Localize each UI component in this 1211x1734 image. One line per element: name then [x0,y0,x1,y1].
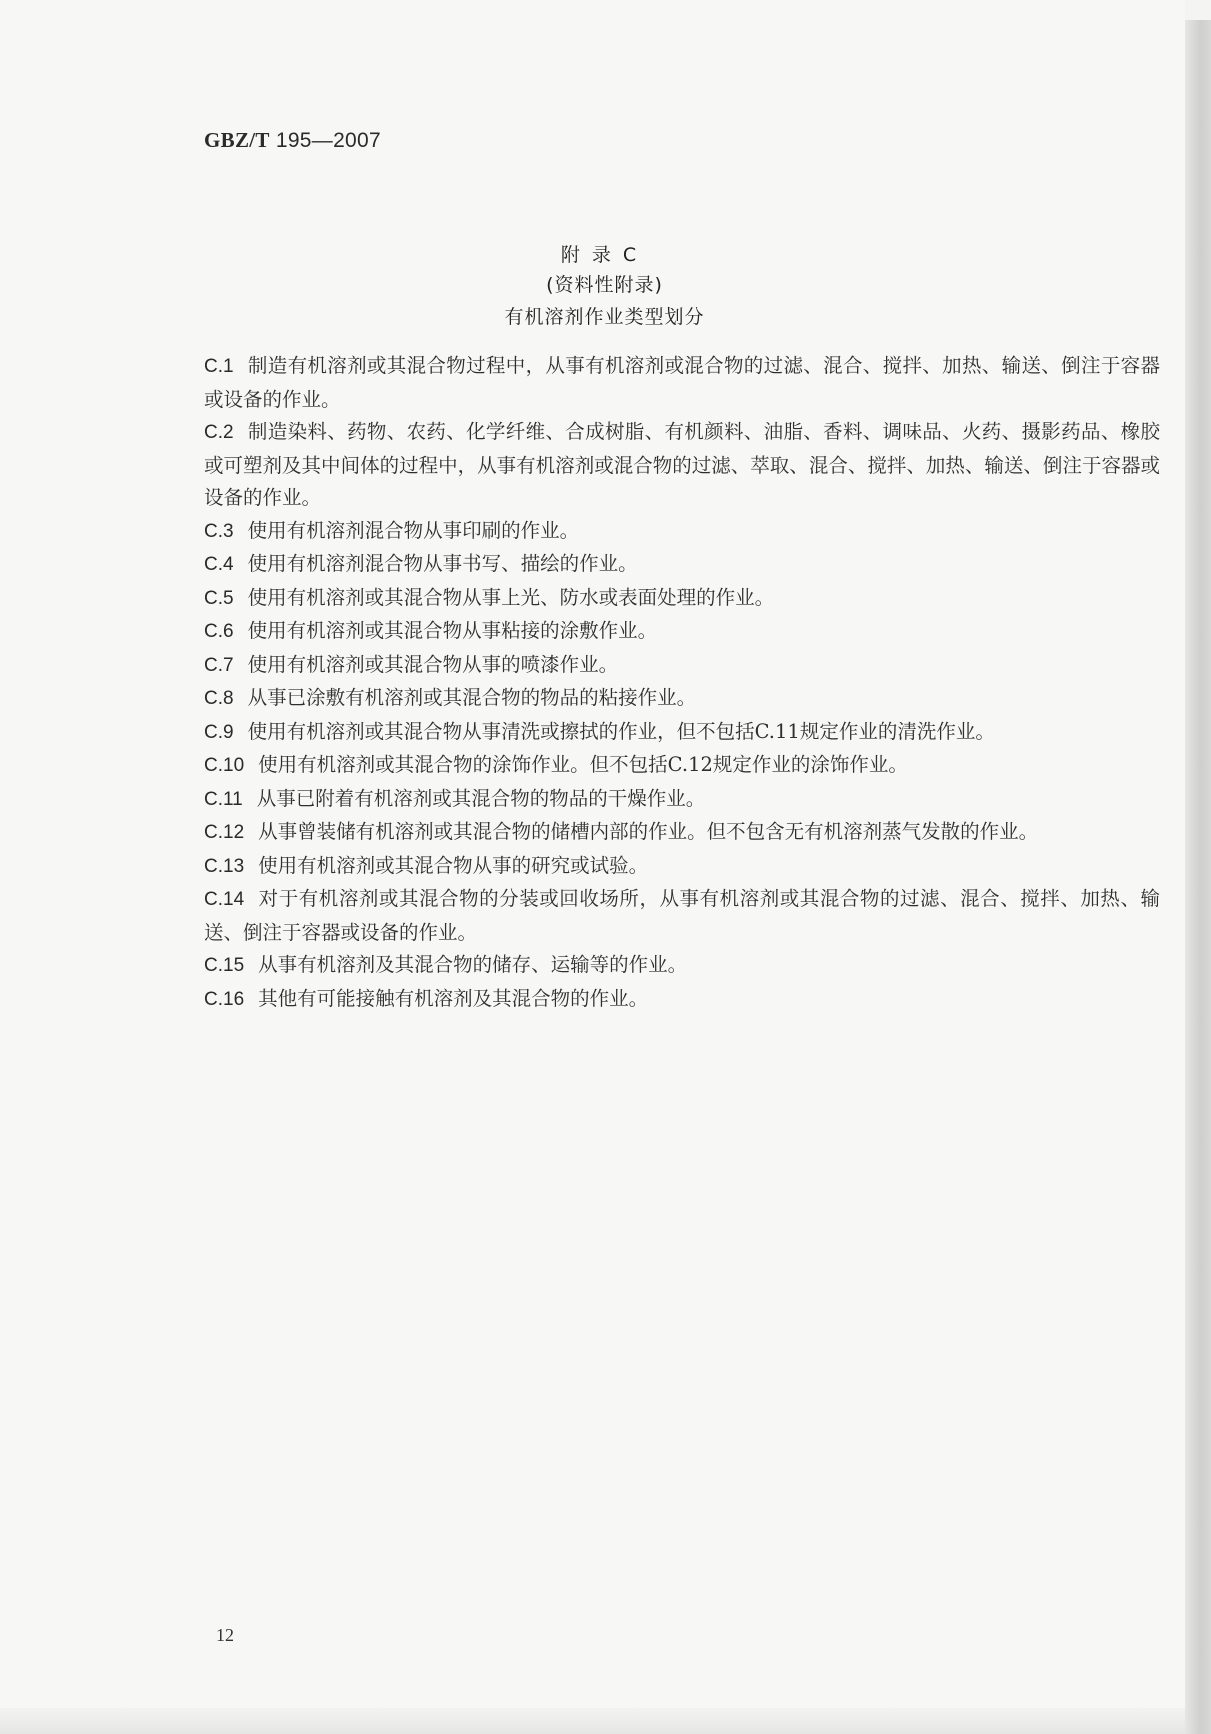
clause-c13 [204,850,1160,884]
clause-number: C.7 [204,654,234,676]
clause-c11 [204,783,1160,817]
clause-number: C.16 [204,988,245,1010]
clause-number: C.1 [204,356,234,377]
clause-number: C.14 [204,889,245,910]
standard-code [204,128,381,153]
clause-text: 使用有机溶剂混合物从事印刷的作业。 [247,518,580,542]
clause-text: 使用有机溶剂或其混合物的涂饰作业。但不包括C.12规定作业的涂饰作业。 [258,753,908,776]
clause-number: C.10 [204,755,245,776]
clause-text: 其他有可能接触有机溶剂及其混合物的作业。 [258,986,649,1010]
scan-bottom-edge [0,1708,1185,1734]
clause-number: C.2 [204,422,234,443]
clause-c9 [204,716,1160,750]
clause-text: 从事已附着有机溶剂或其混合物的物品的干燥作业。 [256,786,706,810]
clause-c12 [204,816,1160,850]
scan-right-edge-shadow [1185,20,1211,1734]
clause-number: C.11 [204,788,243,810]
clause-c16 [204,983,1160,1017]
clause-text: 制造有机溶剂或其混合物过程中，从事有机溶剂或混合物的过滤、混合、搅拌、加热、输送、倒注于容器或设备的作业。 [204,354,1160,411]
clause-text: 使用有机溶剂或其混合物从事的喷漆作业。 [247,652,619,676]
clause-c7 [204,649,1160,683]
clause-c6 [204,615,1160,649]
clause-number: C.12 [204,822,245,843]
clause-number: C.8 [204,688,234,709]
clause-text: 使用有机溶剂或其混合物从事的研究或试验。 [258,853,649,877]
clause-number: C.15 [204,955,245,976]
clause-number: C.13 [204,855,245,877]
clause-text: 使用有机溶剂或其混合物从事清洗或擦拭的作业，但不包括C.11规定作业的清洗作业。 [247,719,995,743]
clause-number: C.6 [204,621,234,642]
page-number: 12 [216,1625,234,1645]
clause-c1 [204,350,1160,416]
clause-number: C.4 [204,554,234,575]
clause-text: 对于有机溶剂或其混合物的分装或回收场所，从事有机溶剂或其混合物的过滤、混合、搅拌、加热、输送、倒注于容器或设备的作业。 [204,887,1160,944]
annex-title: 附录C [560,244,649,266]
clause-text: 制造染料、药物、农药、化学纤维、合成树脂、有机颜料、油脂、香料、调味品、火药、摄影药品、橡胶或可塑剂及其中间体的过程中，从事有机溶剂或混合物的过滤、萃取、混合、搅拌、加热、输送、倒注于容器或设备的作业。 [204,420,1160,509]
clause-number: C.9 [204,721,234,743]
clause-text: 使用有机溶剂或其混合物从事粘接的涂敷作业。 [247,619,658,642]
clause-c10 [204,749,1160,783]
clause-text: 使用有机溶剂或其混合物从事上光、防水或表面处理的作业。 [247,585,775,609]
clause-text: 从事已涂敷有机溶剂或其混合物的物品的粘接作业。 [247,686,697,709]
clause-c4 [204,548,1160,582]
clause-list [204,350,1160,1016]
annex-heading: 有机溶剂作业类型划分 [504,306,705,328]
clause-text: 使用有机溶剂混合物从事书写、描绘的作业。 [247,552,638,575]
clause-c15 [204,949,1160,983]
clause-c3 [204,515,1160,549]
clause-text: 从事有机溶剂及其混合物的储存、运输等的作业。 [258,953,688,976]
clause-number: C.5 [204,587,234,609]
standard-code-number: 195—2007 [275,129,381,152]
clause-number: C.3 [204,520,234,542]
clause-c2 [204,416,1160,515]
clause-c8 [204,682,1160,716]
clause-c14 [204,883,1160,949]
annex-subtitle: (资料性附录) [546,274,663,296]
standard-code-prefix: GBZ/T [204,128,270,152]
clause-c5 [204,582,1160,616]
clause-text: 从事曾装储有机溶剂或其混合物的储槽内部的作业。但不包含无有机溶剂蒸气发散的作业。 [258,820,1039,843]
